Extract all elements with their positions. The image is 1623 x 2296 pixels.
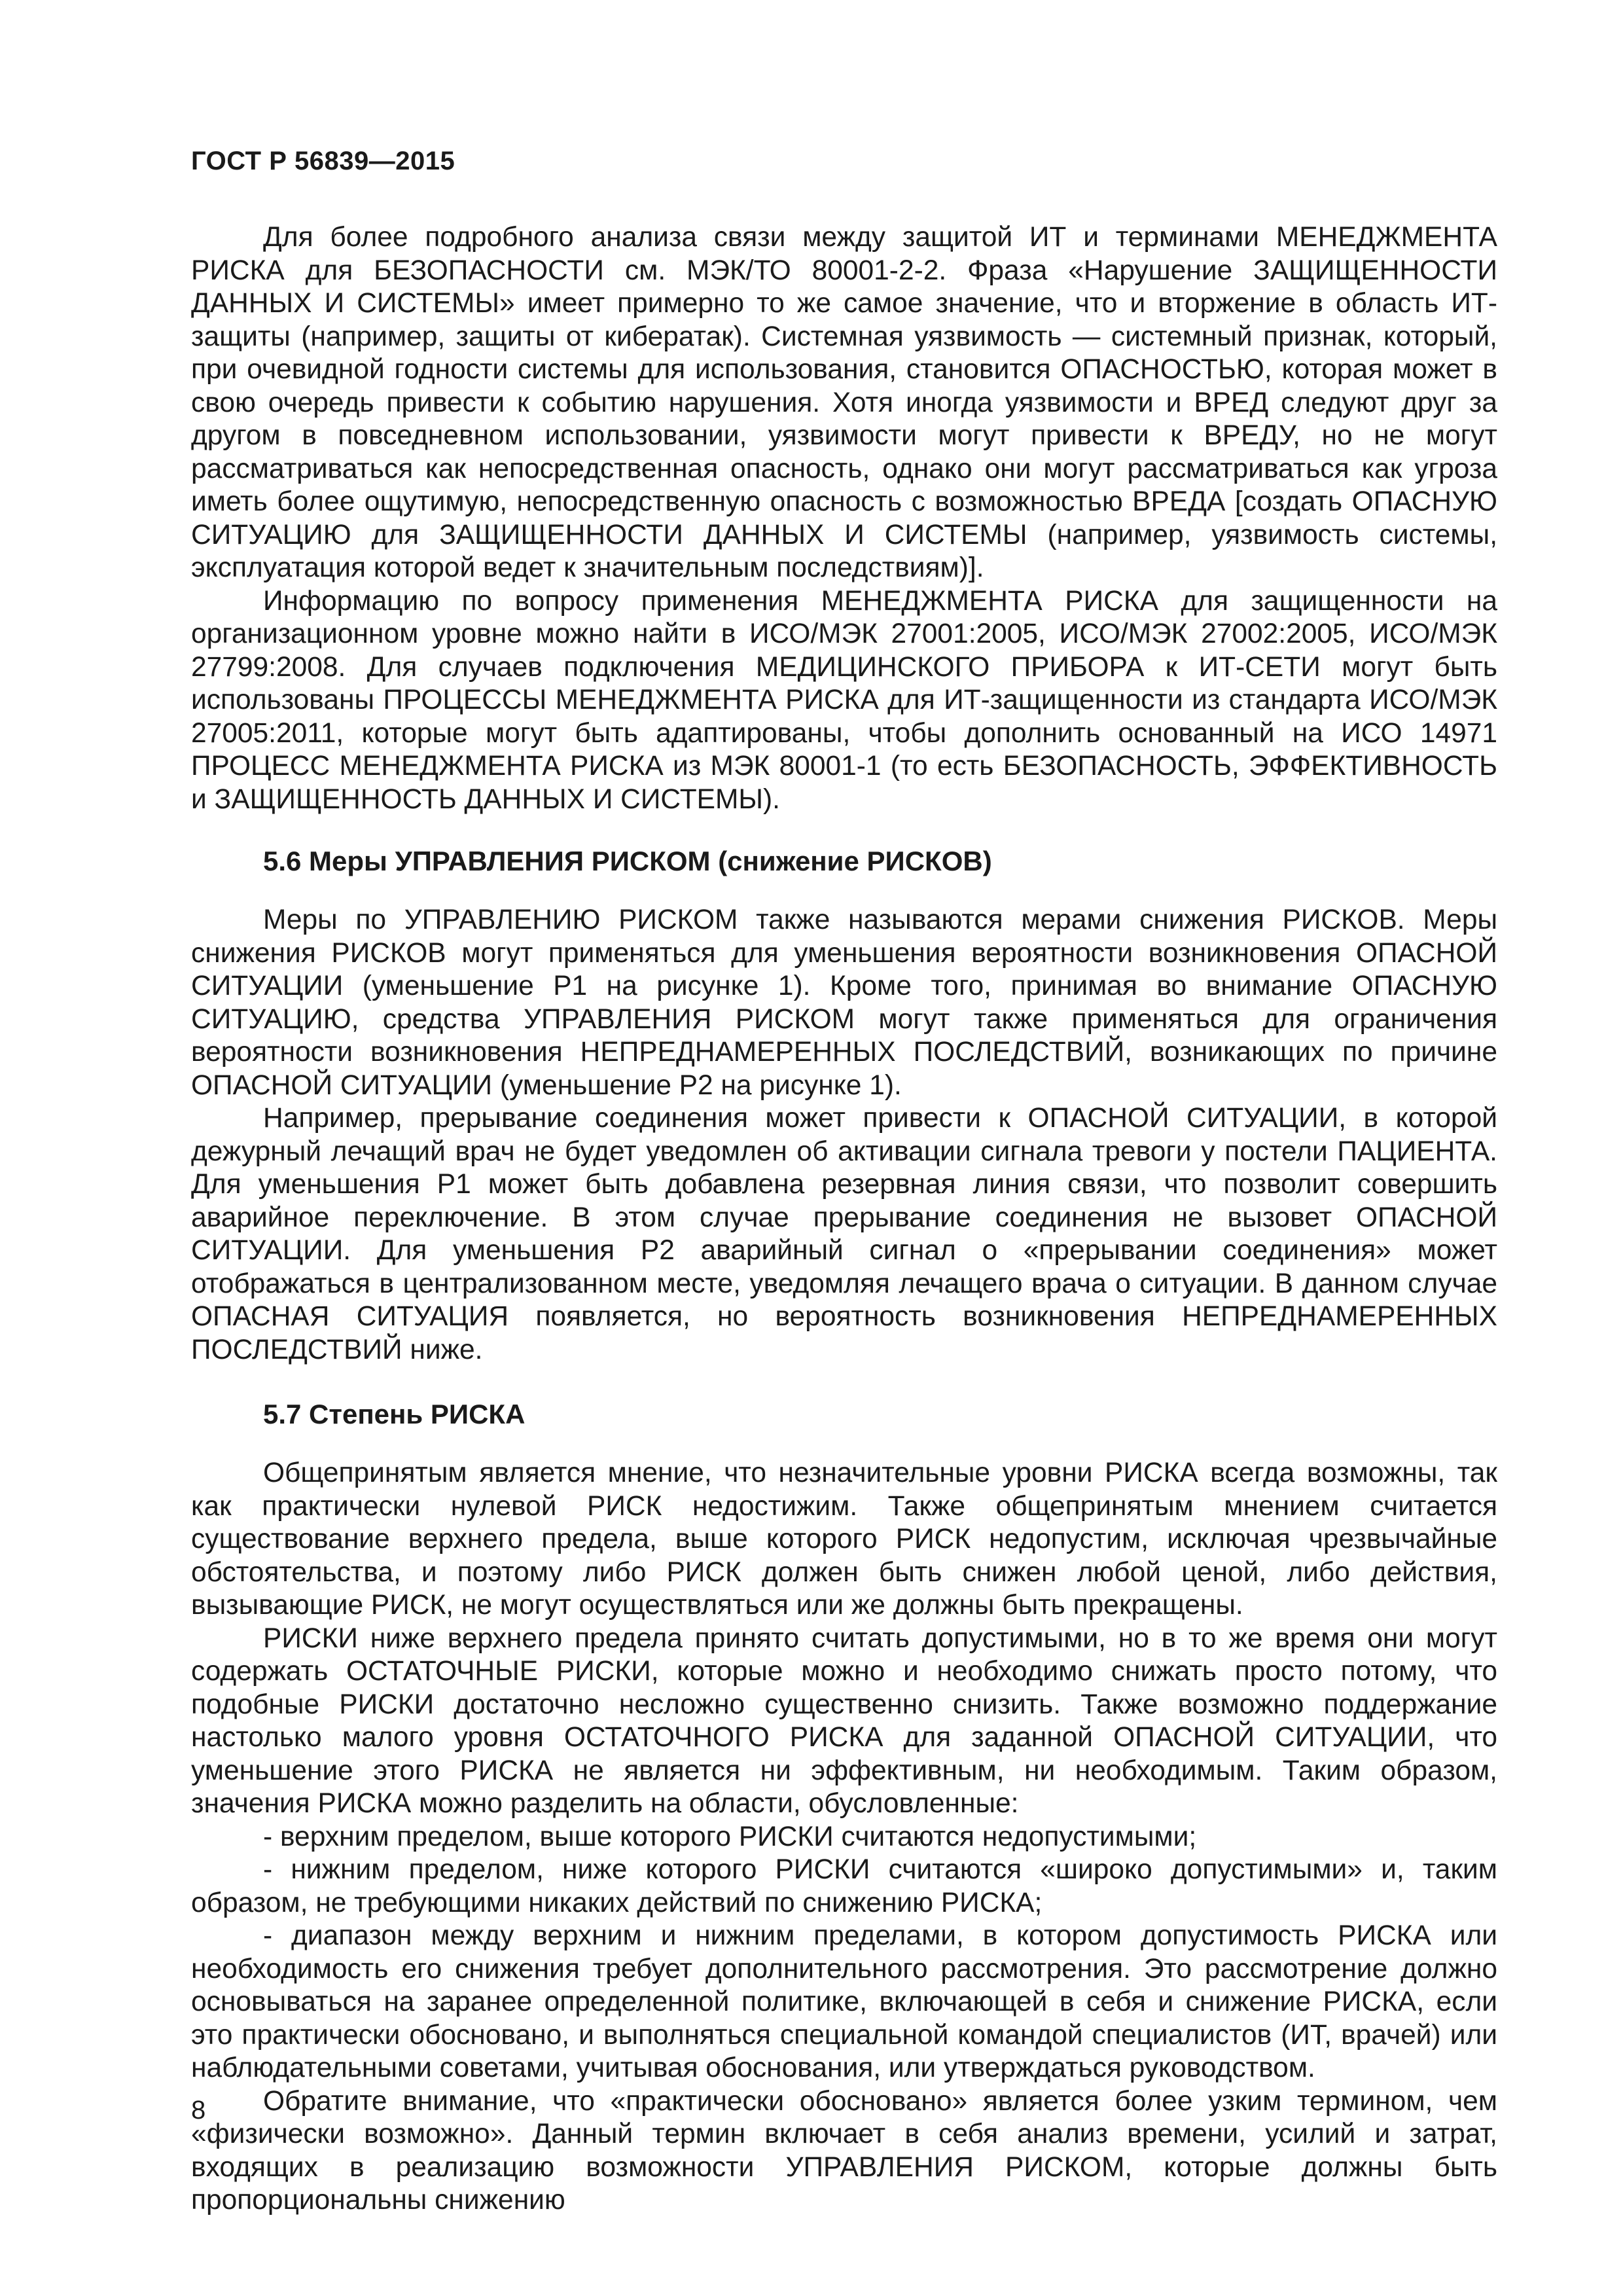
section-heading-5-7: 5.7 Степень РИСКА	[263, 1399, 526, 1429]
page-number: 8	[191, 2096, 206, 2125]
list-item: - верхним пределом, выше которого РИСКИ считаются недопустимыми;	[263, 1821, 1197, 1852]
list-item: - диапазон между верхним и нижним пределами, в котором допустимость РИСКА или необходимость его снижения требует дополнительного рассмотрения. Это рассмотрение должно основываться на заранее определенной политике, включающей в себя и снижение РИСКА, если это практически обосновано, и выполняться специальной командой специалистов (ИТ, врачей) или наблюдательными советами, учитывая обоснования, или утверждаться руководством.	[191, 1920, 1497, 2083]
paragraph: РИСКИ ниже верхнего предела принято считать допустимыми, но в то же время они могут содержать ОСТАТОЧНЫЕ РИСКИ, которые можно и необходимо снижать просто потому, что подобные РИСКИ достаточно несложно существенно снизить. Также возможно поддержание настолько малого уровня ОСТАТОЧНОГО РИСКА для заданной ОПАСНОЙ СИТУАЦИИ, что уменьшение этого РИСКА не является ни эффективным, ни необходимым. Таким образом, значения РИСКА можно разделить на области, обусловленные:	[191, 1623, 1497, 1819]
document-body	[191, 221, 1497, 2217]
paragraph: Меры по УПРАВЛЕНИЮ РИСКОМ также называются мерами снижения РИСКОВ. Меры снижения РИСКОВ могут применяться для уменьшения вероятности возникновения ОПАСНОЙ СИТУАЦИИ (уменьшение P1 на рисунке 1). Кроме того, принимая во внимание ОПАСНУЮ СИТУАЦИЮ, средства УПРАВЛЕНИЯ РИСКОМ могут также применяться для ограничения вероятности возникновения НЕПРЕДНАМЕРЕННЫХ ПОСЛЕДСТВИЙ, возникающих по причине ОПАСНОЙ СИТУАЦИИ (уменьшение P2 на рисунке 1).	[191, 905, 1497, 1101]
section-heading-5-6: 5.6 Меры УПРАВЛЕНИЯ РИСКОМ (снижение РИСКОВ)	[263, 846, 992, 876]
paragraph: Обратите внимание, что «практически обосновано» является более узким термином, чем «физически возможно». Данный термин включает в себя анализ времени, усилий и затрат, входящих в реализацию возможности УПРАВЛЕНИЯ РИСКОМ, которые должны быть пропорциональны снижению	[191, 2085, 1497, 2215]
list-item: - нижним пределом, ниже которого РИСКИ считаются «широко допустимыми» и, таким образом, не требующими никаких действий по снижению РИСКА;	[191, 1854, 1497, 1918]
paragraph: Информацию по вопросу применения МЕНЕДЖМЕНТА РИСКА для защищенности на организационном уровне можно найти в ИСО/МЭК 27001:2005, ИСО/МЭК 27002:2005, ИСО/МЭК 27799:2008. Для случаев подключения МЕДИЦИНСКОГО ПРИБОРА к ИТ-СЕТИ могут быть использованы ПРОЦЕССЫ МЕНЕДЖМЕНТА РИСКА для ИТ-защищенности из стандарта ИСО/МЭК 27005:2011, которые могут быть адаптированы, чтобы дополнить основанный на ИСО 14971 ПРОЦЕСС МЕНЕДЖМЕНТА РИСКА из МЭК 80001-1 (то есть БЕЗОПАСНОСТЬ, ЭФФЕКТИВНОСТЬ и ЗАЩИЩЕННОСТЬ ДАННЫХ И СИСТЕМЫ).	[191, 585, 1497, 815]
paragraph: Например, прерывание соединения может привести к ОПАСНОЙ СИТУАЦИИ, в которой дежурный лечащий врач не будет уведомлен об активации сигнала тревоги у постели ПАЦИЕНТА. Для уменьшения P1 может быть добавлена резервная линия связи, что позволит совершить аварийное переключение. В этом случае прерывание соединения не вызовет ОПАСНОЙ СИТУАЦИИ. Для уменьшения P2 аварийный сигнал о «прерывании соединения» может отображаться в централизованном месте, уведомляя лечащего врача о ситуации. В данном случае ОПАСНАЯ СИТУАЦИЯ появляется, но вероятность возникновения НЕПРЕДНАМЕРЕННЫХ ПОСЛЕДСТВИЙ ниже.	[191, 1103, 1497, 1365]
paragraph: Общепринятым является мнение, что незначительные уровни РИСКА всегда возможны, так как практически нулевой РИСК недостижим. Также общепринятым мнением считается существование верхнего предела, выше которого РИСК недопустим, исключая чрезвычайные обстоятельства, и поэтому либо РИСК должен быть снижен любой ценой, либо действия, вызывающие РИСК, не могут осуществляться или же должны быть прекращены.	[191, 1458, 1497, 1621]
paragraph: Для более подробного анализа связи между защитой ИТ и терминами МЕНЕДЖМЕНТА РИСКА для БЕЗОПАСНОСТИ см. МЭК/ТО 80001-2-2. Фраза «Нарушение ЗАЩИЩЕННОСТИ ДАННЫХ И СИСТЕМЫ» имеет примерно то же самое значение, что и вторжение в область ИТ-защиты (например, защиты от кибератак). Системная уязвимость — системный признак, который, при очевидной годности системы для использования, становится ОПАСНОСТЬЮ, которая может в свою очередь привести к событию нарушения. Хотя иногда уязвимости и ВРЕД следуют друг за другом в повседневном использовании, уязвимости могут привести к ВРЕДУ, но не могут рассматриваться как непосредственная опасность, однако они могут рассматриваться как угроза иметь более ощутимую, непосредственную опасность с возможностью ВРЕДА [создать ОПАСНУЮ СИТУАЦИЮ для ЗАЩИЩЕННОСТИ ДАННЫХ И СИСТЕМЫ (например, уязвимость системы, эксплуатация которой ведет к значительным последствиям)].	[191, 222, 1497, 583]
document-header: ГОСТ Р 56839—2015	[191, 147, 455, 175]
